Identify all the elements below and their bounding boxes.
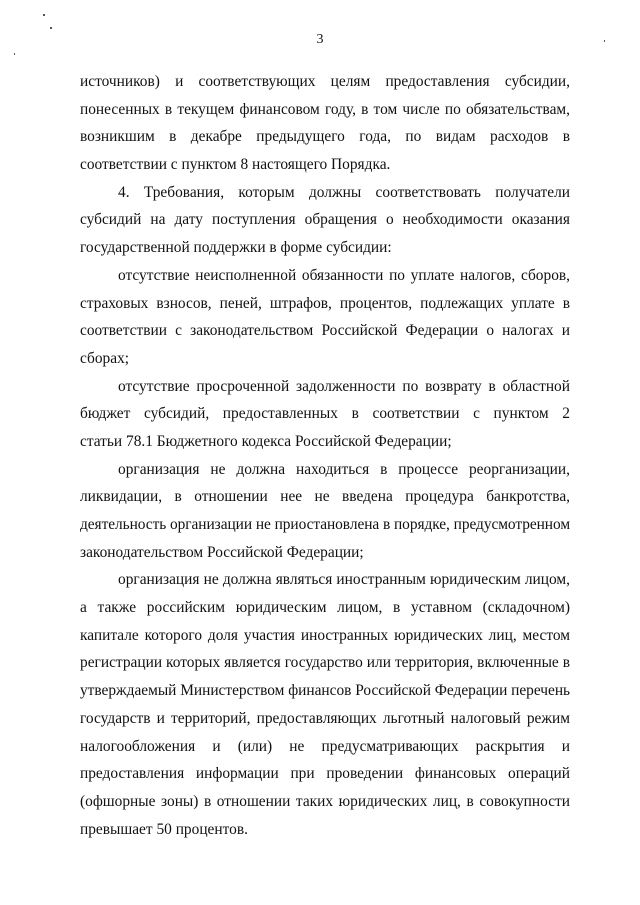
text-line: отсутствие просроченной задолженности по возврату в областной <box>118 377 570 395</box>
text-line: бюджет субсидий, предоставленных в соответствии с пунктом 2 <box>80 405 570 423</box>
text-line: организация не должна являться иностранным юридическим лицом, <box>118 571 570 589</box>
document-text <box>80 68 570 843</box>
text-line: возникшим в декабре предыдущего года, по видам расходов в <box>80 128 570 146</box>
text-line: предоставления информации при проведении финансовых операций <box>80 765 570 783</box>
text-line: соответствии с законодательством Российской Федерации о налогах и <box>80 322 570 340</box>
text-line: источников) и соответствующих целям предоставления субсидии, <box>80 73 570 90</box>
page-number: 3 <box>316 32 324 47</box>
text-line: субсидий на дату поступления обращения о необходимости оказания <box>80 211 570 229</box>
text-line: понесенных в текущем финансовом году, в том числе по обязательствам, <box>80 100 570 118</box>
text-line: налогообложения и (или) не предусматривающих раскрытия и <box>80 737 570 755</box>
text-line: (офшорные зоны) в отношении таких юридических лиц, в совокупности <box>80 792 570 810</box>
text-line: 4. Требования, которым должны соответствовать получатели <box>118 183 570 201</box>
scan-speck <box>50 27 52 29</box>
scan-speck <box>14 53 15 55</box>
text-line: организация не должна находиться в процессе реорганизации, <box>118 460 570 478</box>
text-line: государств и территорий, предоставляющих льготный налоговый режим <box>80 709 570 727</box>
text-line: деятельность организации не приостановлена в порядке, предусмотренном <box>80 516 570 533</box>
text-line: а также российским юридическим лицом, в уставном (складочном) <box>80 599 570 617</box>
text-line: утверждаемый Министерством финансов Российской Федерации перечень <box>80 682 571 700</box>
text-line: сборах; <box>80 349 130 367</box>
text-line: превышает 50 процентов. <box>80 820 248 838</box>
text-line: ликвидации, в отношении нее не введена процедура банкротства, <box>80 488 570 506</box>
text-line: отсутствие неисполненной обязанности по уплате налогов, сборов, <box>118 266 570 284</box>
text-line: капитале которого доля участия иностранных юридических лиц, местом <box>80 626 570 644</box>
text-line: государственной поддержки в форме субсидии: <box>80 239 392 257</box>
text-line: законодательством Российской Федерации; <box>80 543 364 561</box>
scan-speck <box>43 14 45 16</box>
text-line: статьи 78.1 Бюджетного кодекса Российской Федерации; <box>80 432 452 450</box>
text-line: регистрации которых является государство или территория, включенные в <box>80 654 570 672</box>
text-line: соответствии с пунктом 8 настоящего Порядка. <box>80 156 391 174</box>
text-line: страховых взносов, пеней, штрафов, процентов, подлежащих уплате в <box>80 294 570 312</box>
